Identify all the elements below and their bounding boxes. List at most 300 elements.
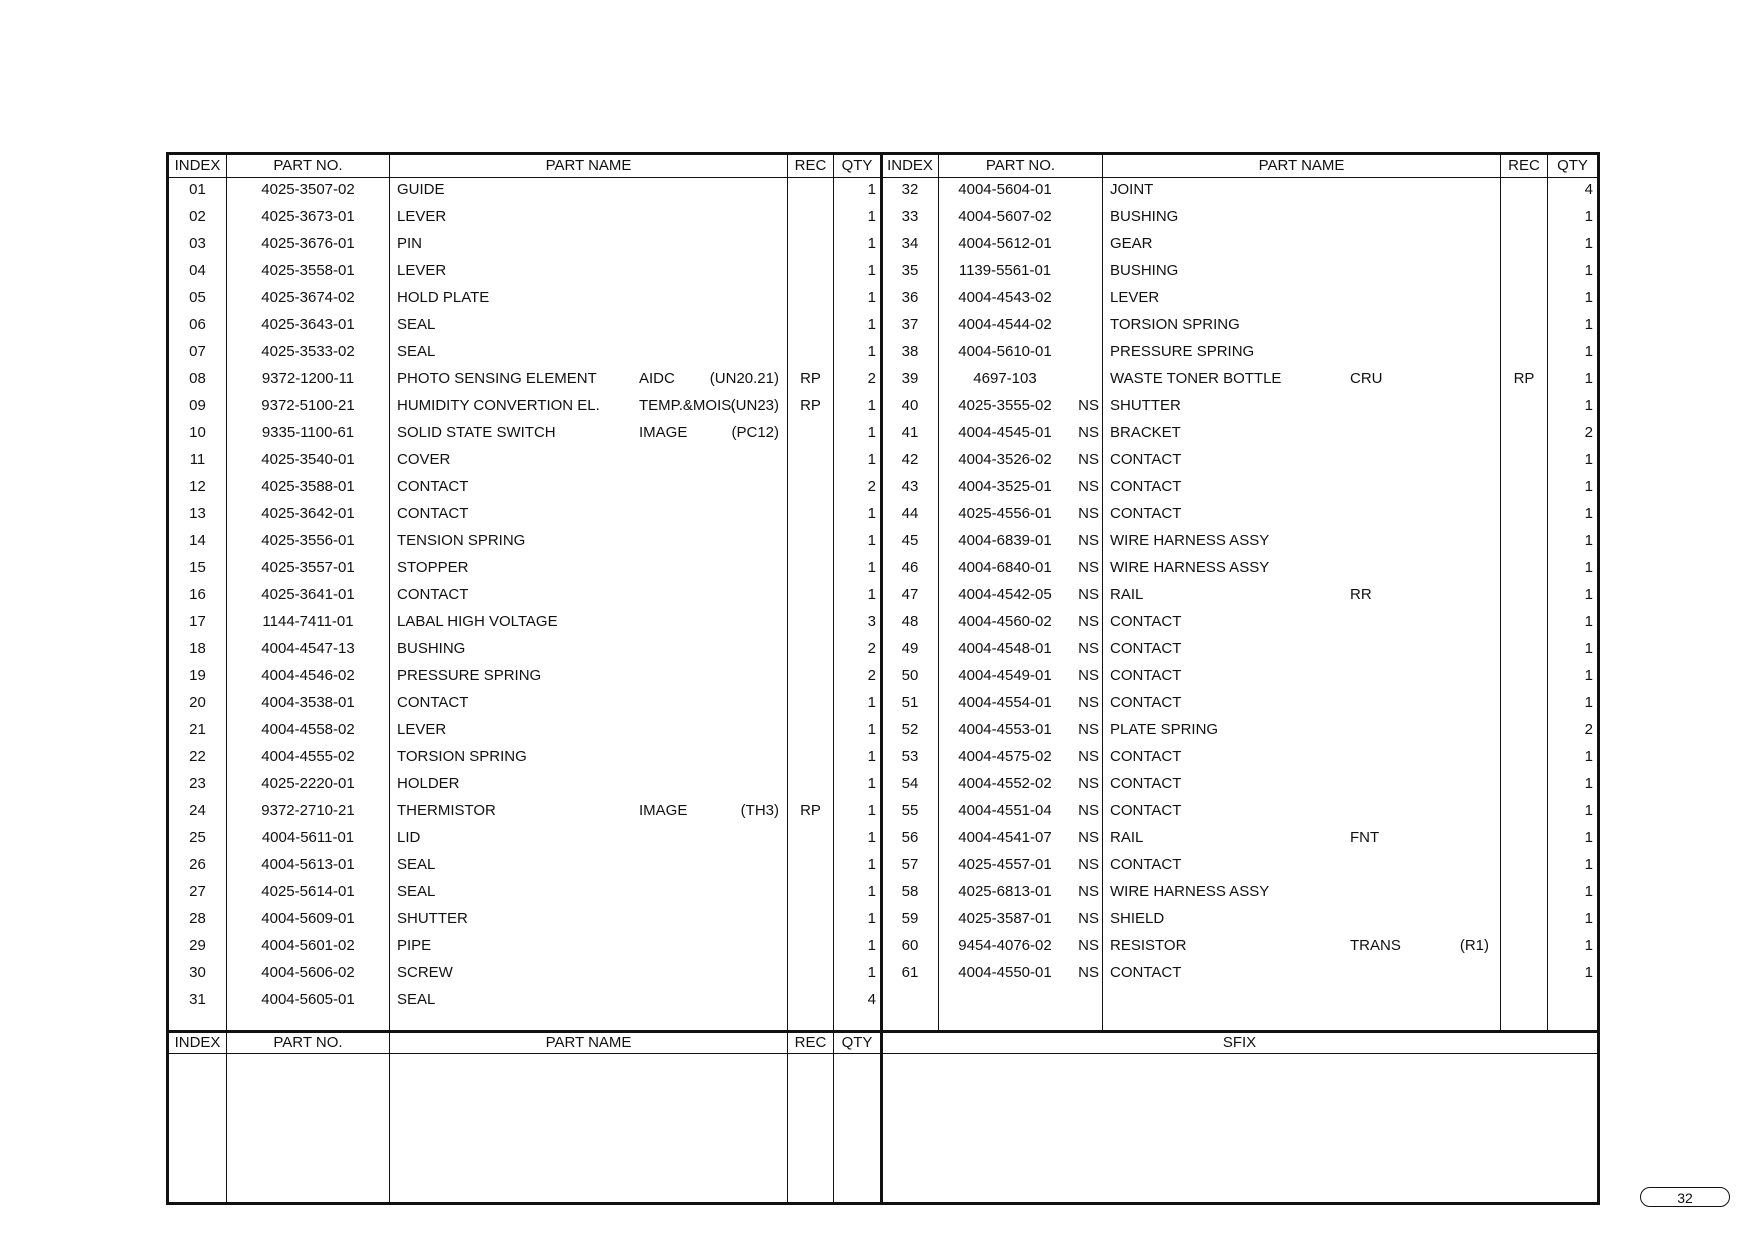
cell-index: 02	[189, 208, 206, 225]
header-part-no: PART NO.	[273, 157, 343, 174]
cell-name: SHIELD	[1110, 910, 1165, 927]
cell-part-no: 4004-4560-02	[958, 613, 1052, 630]
cell-qty: 1	[1584, 316, 1593, 333]
cell-index: 49	[901, 640, 919, 657]
cell-index: 48	[901, 613, 919, 630]
cell-qty: 1	[867, 748, 876, 765]
cell-index: 50	[901, 667, 919, 684]
cell-qty: 1	[867, 910, 876, 927]
cell-part-no: 4025-3643-01	[261, 316, 355, 333]
cell-index: 54	[901, 775, 919, 792]
cell-name: BUSHING	[1110, 262, 1179, 279]
cell-part-no: 4004-4542-05	[958, 586, 1052, 603]
cell-index: 31	[189, 991, 206, 1008]
cell-qty: 1	[867, 775, 876, 792]
cell-index: 32	[901, 181, 919, 198]
cell-part-no: 1144-7411-01	[262, 613, 354, 630]
cell-part-no: 4004-4541-07	[958, 829, 1052, 846]
cell-qty: 1	[867, 343, 876, 360]
cell-part-no: 4025-3507-02	[261, 181, 355, 198]
cell-name: SEAL	[397, 343, 436, 360]
cell-part-no: 4025-3673-01	[261, 208, 355, 225]
cell-part-no: 4025-4556-01	[958, 505, 1052, 522]
cell-index: 25	[189, 829, 206, 846]
cell-index: 53	[901, 748, 919, 765]
parts-list-table	[166, 152, 1600, 1205]
cell-qty: 1	[1584, 370, 1593, 387]
cell-ns: NS	[1078, 451, 1099, 468]
cell-index: 07	[189, 343, 206, 360]
cell-name: LEVER	[397, 721, 447, 738]
cell-name: CONTACT	[1110, 451, 1182, 468]
cell-ns: NS	[1078, 424, 1099, 441]
header-sfix: SFIX	[1222, 1034, 1257, 1051]
cell-qty: 1	[1584, 964, 1593, 981]
cell-part-no: 4004-4550-01	[958, 964, 1052, 981]
cell-index: 58	[901, 883, 919, 900]
cell-part-no: 4025-4557-01	[958, 856, 1052, 873]
cell-qty: 1	[867, 235, 876, 252]
cell-part-no: 9372-1200-11	[261, 370, 355, 387]
column-divider	[1102, 155, 1103, 1030]
cell-name: CONTACT	[1110, 640, 1182, 657]
cell-part-no: 4004-4575-02	[958, 748, 1052, 765]
cell-qty: 1	[867, 802, 876, 819]
cell-name: LID	[397, 829, 421, 846]
cell-qty: 4	[867, 991, 876, 1008]
cell-ns: NS	[1078, 937, 1099, 954]
cell-part-no: 4004-5601-02	[261, 937, 355, 954]
cell-name: BUSHING	[1110, 208, 1179, 225]
cell-index: 47	[901, 586, 919, 603]
cell-qty: 1	[1584, 343, 1593, 360]
cell-index: 56	[901, 829, 919, 846]
cell-ns: NS	[1078, 910, 1099, 927]
cell-qty: 2	[867, 370, 876, 387]
header-rec: REC	[794, 157, 827, 174]
cell-part-no: 4004-4555-02	[261, 748, 355, 765]
cell-name: CONTACT	[397, 694, 469, 711]
cell-rec: RP	[800, 802, 821, 819]
cell-part-no: 4004-4548-01	[958, 640, 1052, 657]
cell-qty: 1	[1584, 856, 1593, 873]
cell-name: BUSHING	[397, 640, 466, 657]
cell-name: HOLD PLATE	[397, 289, 490, 306]
cell-index: 44	[901, 505, 919, 522]
cell-index: 35	[901, 262, 919, 279]
header-qty: QTY	[1557, 157, 1588, 174]
cell-part-no: 4004-4551-04	[958, 802, 1052, 819]
cell-part-no: 4025-5614-01	[261, 883, 355, 900]
cell-index: 11	[189, 451, 206, 468]
cell-part-no: 4004-6840-01	[958, 559, 1052, 576]
cell-index: 45	[901, 532, 919, 549]
cell-name: CONTACT	[1110, 964, 1182, 981]
header-part-name: PART NAME	[1258, 157, 1345, 174]
cell-index: 59	[901, 910, 919, 927]
header-rec: REC	[794, 1034, 827, 1051]
cell-index: 26	[189, 856, 206, 873]
cell-part-no: 4025-3676-01	[261, 235, 355, 252]
cell-ns: NS	[1078, 613, 1099, 630]
cell-rec: RP	[1513, 370, 1535, 387]
cell-part-no: 4025-3556-01	[261, 532, 355, 549]
cell-qty: 1	[1584, 910, 1593, 927]
cell-index: 36	[901, 289, 919, 306]
cell-qty: 1	[1584, 235, 1593, 252]
cell-name: PHOTO SENSING ELEMENT	[397, 370, 597, 387]
cell-name: PLATE SPRING	[1110, 721, 1219, 738]
cell-ns: NS	[1078, 532, 1099, 549]
cell-index: 33	[901, 208, 919, 225]
cell-index: 46	[901, 559, 919, 576]
cell-qty: 1	[867, 262, 876, 279]
cell-index: 55	[901, 802, 919, 819]
cell-qty: 3	[867, 613, 876, 630]
header-rule	[169, 177, 1597, 178]
cell-part-no: 4004-4544-02	[958, 316, 1052, 333]
cell-part-no: 4004-5606-02	[261, 964, 355, 981]
cell-part-no: 4004-4547-13	[261, 640, 355, 657]
cell-name: TENSION SPRING	[397, 532, 526, 549]
cell-part-no: 9454-4076-02	[958, 937, 1052, 954]
cell-part-no: 4004-3526-02	[958, 451, 1052, 468]
cell-qty: 1	[867, 964, 876, 981]
cell-part-no: 4004-5607-02	[958, 208, 1052, 225]
header-rec: REC	[1508, 157, 1540, 174]
cell-qty: 1	[867, 316, 876, 333]
cell-index: 13	[189, 505, 206, 522]
cell-part-no: 4025-3588-01	[261, 478, 355, 495]
cell-index: 30	[189, 964, 206, 981]
cell-name: RAIL	[1110, 829, 1144, 846]
cell-name: WASTE TONER BOTTLE	[1110, 370, 1282, 387]
cell-qty: 1	[1584, 937, 1593, 954]
header-qty: QTY	[841, 1034, 873, 1051]
cell-name: LEVER	[397, 208, 447, 225]
cell-qty: 1	[867, 586, 876, 603]
cell-ns: NS	[1078, 883, 1099, 900]
cell-name: PIPE	[397, 937, 432, 954]
cell-code: (PC12)	[731, 424, 779, 441]
cell-index: 19	[189, 667, 206, 684]
cell-name: PRESSURE SPRING	[397, 667, 542, 684]
cell-ns: NS	[1078, 586, 1099, 603]
cell-desc: CRU	[1350, 370, 1383, 387]
cell-qty: 1	[1584, 613, 1593, 630]
cell-part-no: 4004-4543-02	[958, 289, 1052, 306]
header-part-name: PART NAME	[545, 157, 632, 174]
cell-desc: TRANS	[1350, 937, 1401, 954]
cell-index: 21	[189, 721, 206, 738]
cell-part-no: 4004-4549-01	[958, 667, 1052, 684]
cell-ns: NS	[1078, 829, 1099, 846]
cell-index: 34	[901, 235, 919, 252]
cell-part-no: 9372-5100-21	[261, 397, 355, 414]
cell-qty: 1	[1584, 397, 1593, 414]
cell-index: 14	[189, 532, 206, 549]
cell-ns: NS	[1078, 640, 1099, 657]
cell-desc: IMAGE	[639, 424, 688, 441]
cell-index: 16	[189, 586, 206, 603]
cell-name: BRACKET	[1110, 424, 1181, 441]
cell-name: THERMISTOR	[397, 802, 496, 819]
cell-part-no: 4025-3641-01	[261, 586, 355, 603]
cell-qty: 1	[867, 451, 876, 468]
cell-code: (UN23)	[730, 397, 779, 414]
cell-part-no: 4025-2220-01	[261, 775, 355, 792]
cell-index: 08	[189, 370, 206, 387]
cell-qty: 1	[867, 397, 876, 414]
cell-index: 29	[189, 937, 206, 954]
cell-index: 40	[901, 397, 919, 414]
cell-name: SEAL	[397, 883, 436, 900]
cell-ns: NS	[1078, 667, 1099, 684]
cell-name: PRESSURE SPRING	[1110, 343, 1255, 360]
cell-name: CONTACT	[1110, 775, 1182, 792]
cell-ns: NS	[1078, 748, 1099, 765]
cell-part-no: 4004-6839-01	[958, 532, 1052, 549]
cell-qty: 1	[867, 289, 876, 306]
cell-qty: 2	[1584, 721, 1593, 738]
cell-qty: 1	[867, 559, 876, 576]
cell-index: 28	[189, 910, 206, 927]
cell-name: STOPPER	[397, 559, 469, 576]
cell-part-no: 4025-3642-01	[261, 505, 355, 522]
column-divider	[1500, 155, 1501, 1030]
cell-part-no: 9335-1100-61	[261, 424, 355, 441]
cell-index: 23	[189, 775, 206, 792]
cell-index: 18	[189, 640, 206, 657]
cell-ns: NS	[1078, 694, 1099, 711]
cell-name: WIRE HARNESS ASSY	[1110, 532, 1270, 549]
cell-part-no: 4697-103	[973, 370, 1037, 387]
cell-part-no: 4025-3555-02	[958, 397, 1052, 414]
cell-qty: 2	[867, 640, 876, 657]
cell-index: 61	[901, 964, 919, 981]
cell-ns: NS	[1078, 397, 1099, 414]
cell-name: SEAL	[397, 991, 436, 1008]
cell-index: 52	[901, 721, 919, 738]
cell-qty: 2	[1584, 424, 1593, 441]
header-part-no: PART NO.	[985, 157, 1056, 174]
cell-code: (UN20.21)	[709, 370, 779, 387]
cell-qty: 1	[867, 532, 876, 549]
header-part-no: PART NO.	[273, 1034, 343, 1051]
cell-part-no: 4004-5609-01	[261, 910, 355, 927]
cell-qty: 1	[867, 208, 876, 225]
cell-index: 37	[901, 316, 919, 333]
cell-name: HOLDER	[397, 775, 460, 792]
cell-qty: 2	[867, 667, 876, 684]
cell-part-no: 4004-3538-01	[261, 694, 355, 711]
cell-qty: 1	[1584, 505, 1593, 522]
cell-qty: 1	[1584, 775, 1593, 792]
cell-qty: 4	[1584, 181, 1593, 198]
cell-name: PIN	[397, 235, 423, 252]
cell-part-no: 4025-3540-01	[261, 451, 355, 468]
cell-index: 38	[901, 343, 919, 360]
cell-qty: 1	[867, 883, 876, 900]
cell-part-no: 4025-3674-02	[261, 289, 355, 306]
cell-index: 60	[901, 937, 919, 954]
cell-part-no: 4004-5605-01	[261, 991, 355, 1008]
cell-qty: 1	[1584, 289, 1593, 306]
cell-part-no: 4004-3525-01	[958, 478, 1052, 495]
cell-ns: NS	[1078, 559, 1099, 576]
cell-name: RAIL	[1110, 586, 1144, 603]
cell-part-no: 4004-4554-01	[958, 694, 1052, 711]
cell-desc: AIDC	[639, 370, 675, 387]
cell-part-no: 4025-3587-01	[958, 910, 1052, 927]
cell-name: CONTACT	[1110, 748, 1182, 765]
cell-index: 51	[901, 694, 919, 711]
cell-index: 42	[901, 451, 919, 468]
cell-part-no: 4004-4558-02	[261, 721, 355, 738]
cell-ns: NS	[1078, 775, 1099, 792]
cell-name: SCREW	[397, 964, 453, 981]
cell-index: 22	[189, 748, 206, 765]
cell-qty: 1	[867, 181, 876, 198]
cell-index: 10	[189, 424, 206, 441]
cell-name: RESISTOR	[1110, 937, 1187, 954]
cell-qty: 1	[867, 829, 876, 846]
cell-name: HUMIDITY CONVERTION EL.	[397, 397, 600, 414]
cell-index: 09	[189, 397, 206, 414]
cell-part-no: 4004-5611-01	[261, 829, 355, 846]
cell-desc: RR	[1350, 586, 1372, 603]
cell-name: TORSION SPRING	[1110, 316, 1240, 333]
cell-index: 24	[189, 802, 206, 819]
cell-name: TORSION SPRING	[397, 748, 527, 765]
cell-part-no: 4025-6813-01	[958, 883, 1052, 900]
cell-qty: 1	[1584, 208, 1593, 225]
cell-index: 41	[901, 424, 919, 441]
cell-index: 05	[189, 289, 206, 306]
cell-ns: NS	[1078, 478, 1099, 495]
cell-part-no: 4025-3533-02	[261, 343, 355, 360]
cell-name: COVER	[397, 451, 451, 468]
cell-part-no: 4004-5613-01	[261, 856, 355, 873]
cell-index: 43	[901, 478, 919, 495]
cell-index: 17	[189, 613, 206, 630]
header-index: INDEX	[174, 157, 221, 174]
cell-code: (TH3)	[740, 802, 779, 819]
cell-qty: 1	[1584, 802, 1593, 819]
cell-name: WIRE HARNESS ASSY	[1110, 883, 1270, 900]
cell-name: CONTACT	[397, 478, 469, 495]
cell-qty: 1	[867, 505, 876, 522]
cell-name: SEAL	[397, 856, 436, 873]
cell-name: LEVER	[1110, 289, 1160, 306]
cell-name: LABAL HIGH VOLTAGE	[397, 613, 558, 630]
cell-rec: RP	[800, 370, 821, 387]
cell-ns: NS	[1078, 721, 1099, 738]
header-index: INDEX	[887, 157, 933, 174]
cell-qty: 1	[867, 694, 876, 711]
cell-name: CONTACT	[397, 586, 469, 603]
cell-part-no: 1139-5561-01	[958, 262, 1052, 279]
cell-desc: TEMP.&MOIS.	[639, 397, 736, 414]
cell-index: 04	[189, 262, 206, 279]
cell-part-no: 4004-4552-02	[958, 775, 1052, 792]
cell-name: SHUTTER	[397, 910, 468, 927]
bottom-header-rule	[169, 1053, 1597, 1054]
cell-index: 20	[189, 694, 206, 711]
cell-qty: 1	[1584, 883, 1593, 900]
cell-qty: 1	[1584, 478, 1593, 495]
cell-qty: 1	[1584, 748, 1593, 765]
cell-name: CONTACT	[1110, 613, 1182, 630]
header-qty: QTY	[841, 157, 873, 174]
cell-name: SEAL	[397, 316, 436, 333]
cell-qty: 1	[1584, 829, 1593, 846]
cell-qty: 1	[1584, 451, 1593, 468]
cell-qty: 1	[1584, 559, 1593, 576]
cell-name: CONTACT	[1110, 478, 1182, 495]
cell-index: 06	[189, 316, 206, 333]
cell-name: CONTACT	[1110, 694, 1182, 711]
cell-qty: 1	[1584, 586, 1593, 603]
cell-ns: NS	[1078, 802, 1099, 819]
cell-qty: 1	[1584, 262, 1593, 279]
cell-part-no: 4004-5604-01	[958, 181, 1052, 198]
header-part-name: PART NAME	[545, 1034, 632, 1051]
cell-ns: NS	[1078, 964, 1099, 981]
cell-qty: 1	[867, 937, 876, 954]
cell-name: SOLID STATE SWITCH	[397, 424, 556, 441]
cell-part-no: 9372-2710-21	[261, 802, 355, 819]
cell-name: CONTACT	[397, 505, 469, 522]
cell-qty: 1	[867, 856, 876, 873]
cell-index: 12	[189, 478, 206, 495]
cell-qty: 1	[1584, 532, 1593, 549]
cell-part-no: 4004-5612-01	[958, 235, 1052, 252]
cell-qty: 2	[867, 478, 876, 495]
cell-qty: 1	[867, 424, 876, 441]
cell-rec: RP	[800, 397, 821, 414]
cell-name: GEAR	[1110, 235, 1153, 252]
cell-part-no: 4004-4545-01	[958, 424, 1052, 441]
cell-part-no: 4025-3558-01	[261, 262, 355, 279]
cell-qty: 1	[1584, 640, 1593, 657]
cell-part-no: 4025-3557-01	[261, 559, 355, 576]
cell-part-no: 4004-4546-02	[261, 667, 355, 684]
cell-name: JOINT	[1110, 181, 1154, 198]
cell-name: CONTACT	[1110, 856, 1182, 873]
cell-name: CONTACT	[1110, 505, 1182, 522]
cell-name: GUIDE	[397, 181, 445, 198]
cell-index: 01	[189, 181, 206, 198]
cell-desc: IMAGE	[639, 802, 688, 819]
cell-index: 57	[901, 856, 919, 873]
cell-code: (R1)	[1459, 937, 1489, 954]
cell-qty: 1	[1584, 667, 1593, 684]
cell-part-no: 4004-5610-01	[958, 343, 1052, 360]
cell-index: 27	[189, 883, 206, 900]
cell-qty: 1	[867, 721, 876, 738]
cell-desc: FNT	[1350, 829, 1380, 846]
cell-index: 03	[189, 235, 206, 252]
header-index: INDEX	[174, 1034, 221, 1051]
cell-name: CONTACT	[1110, 667, 1182, 684]
cell-name: CONTACT	[1110, 802, 1182, 819]
cell-name: LEVER	[397, 262, 447, 279]
cell-qty: 1	[1584, 694, 1593, 711]
cell-name: SHUTTER	[1110, 397, 1181, 414]
cell-name: WIRE HARNESS ASSY	[1110, 559, 1270, 576]
cell-part-no: 4004-4553-01	[958, 721, 1052, 738]
